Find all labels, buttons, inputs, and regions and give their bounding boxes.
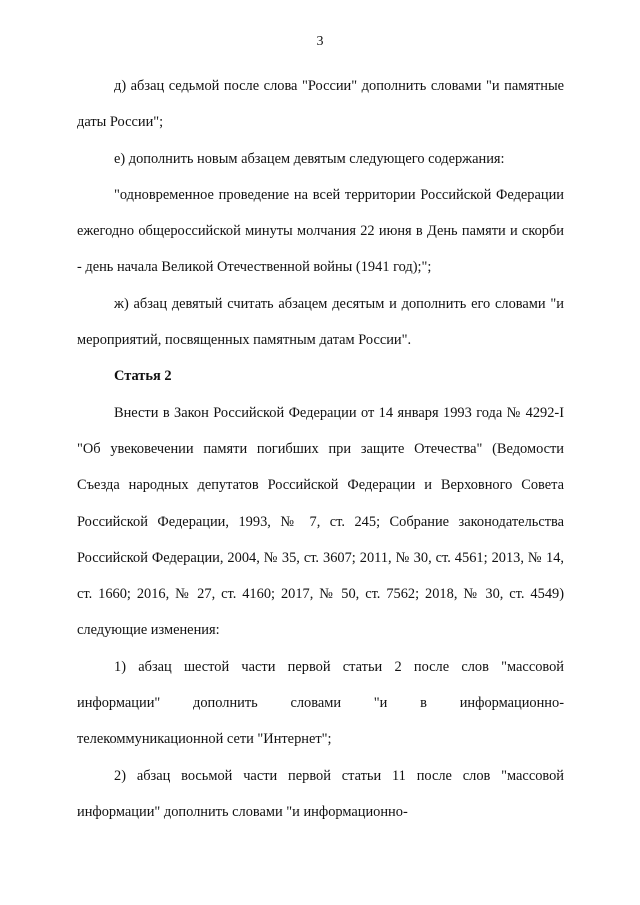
paragraph-zh: ж) абзац девятый считать абзацем десятым и дополнить его словами "и мероприятий, посвященных памятным датам России". (77, 295, 564, 349)
paragraph-d: д) абзац седьмой после слова "России" дополнить словами "и памятные даты России"; (77, 78, 564, 131)
page-number: 3 (316, 34, 324, 49)
paragraph-e: е) дополнить новым абзацем девятым следующего содержания: (114, 150, 505, 167)
article-2-item-1: 1) абзац шестой части первой статьи 2 после слов "массовой информации" дополнить словами "и в информационно-телекоммуникационной сети "Интернет"; (77, 658, 564, 748)
article-2-intro: Внести в Закон Российской Федерации от 14 января 1993 года № 4292-I "Об увековечении памяти погибших при защите Отечества" (Ведомости Съезда народных депутатов Российской Федерации и Верховного Совета Российской Федерации, 1993, № 7, ст. 245; Собрание законодательства Российской Федерации, 2004, № 35, ст. 3607; 2011, № 30, ст. 4561; 2013, № 14, ст. 1660; 2016, № 27, ст. 4160; 2017, № 50, ст. 7562; 2018, № 30, ст. 4549) следующие изменения: (77, 404, 564, 639)
paragraph-quote-minute-of-silence: "одновременное проведение на всей территории Российской Федерации ежегодно общероссийской минуты молчания 22 июня в День памяти и скорби - день начала Великой Отечественной войны (1941 год);"; (77, 186, 564, 276)
article-heading: Статья 2 (114, 368, 172, 385)
article-2-item-2: 2) абзац восьмой части первой статьи 11 после слов "массовой информации" дополнить словами "и информационно- (77, 767, 564, 820)
document-body (77, 68, 564, 830)
